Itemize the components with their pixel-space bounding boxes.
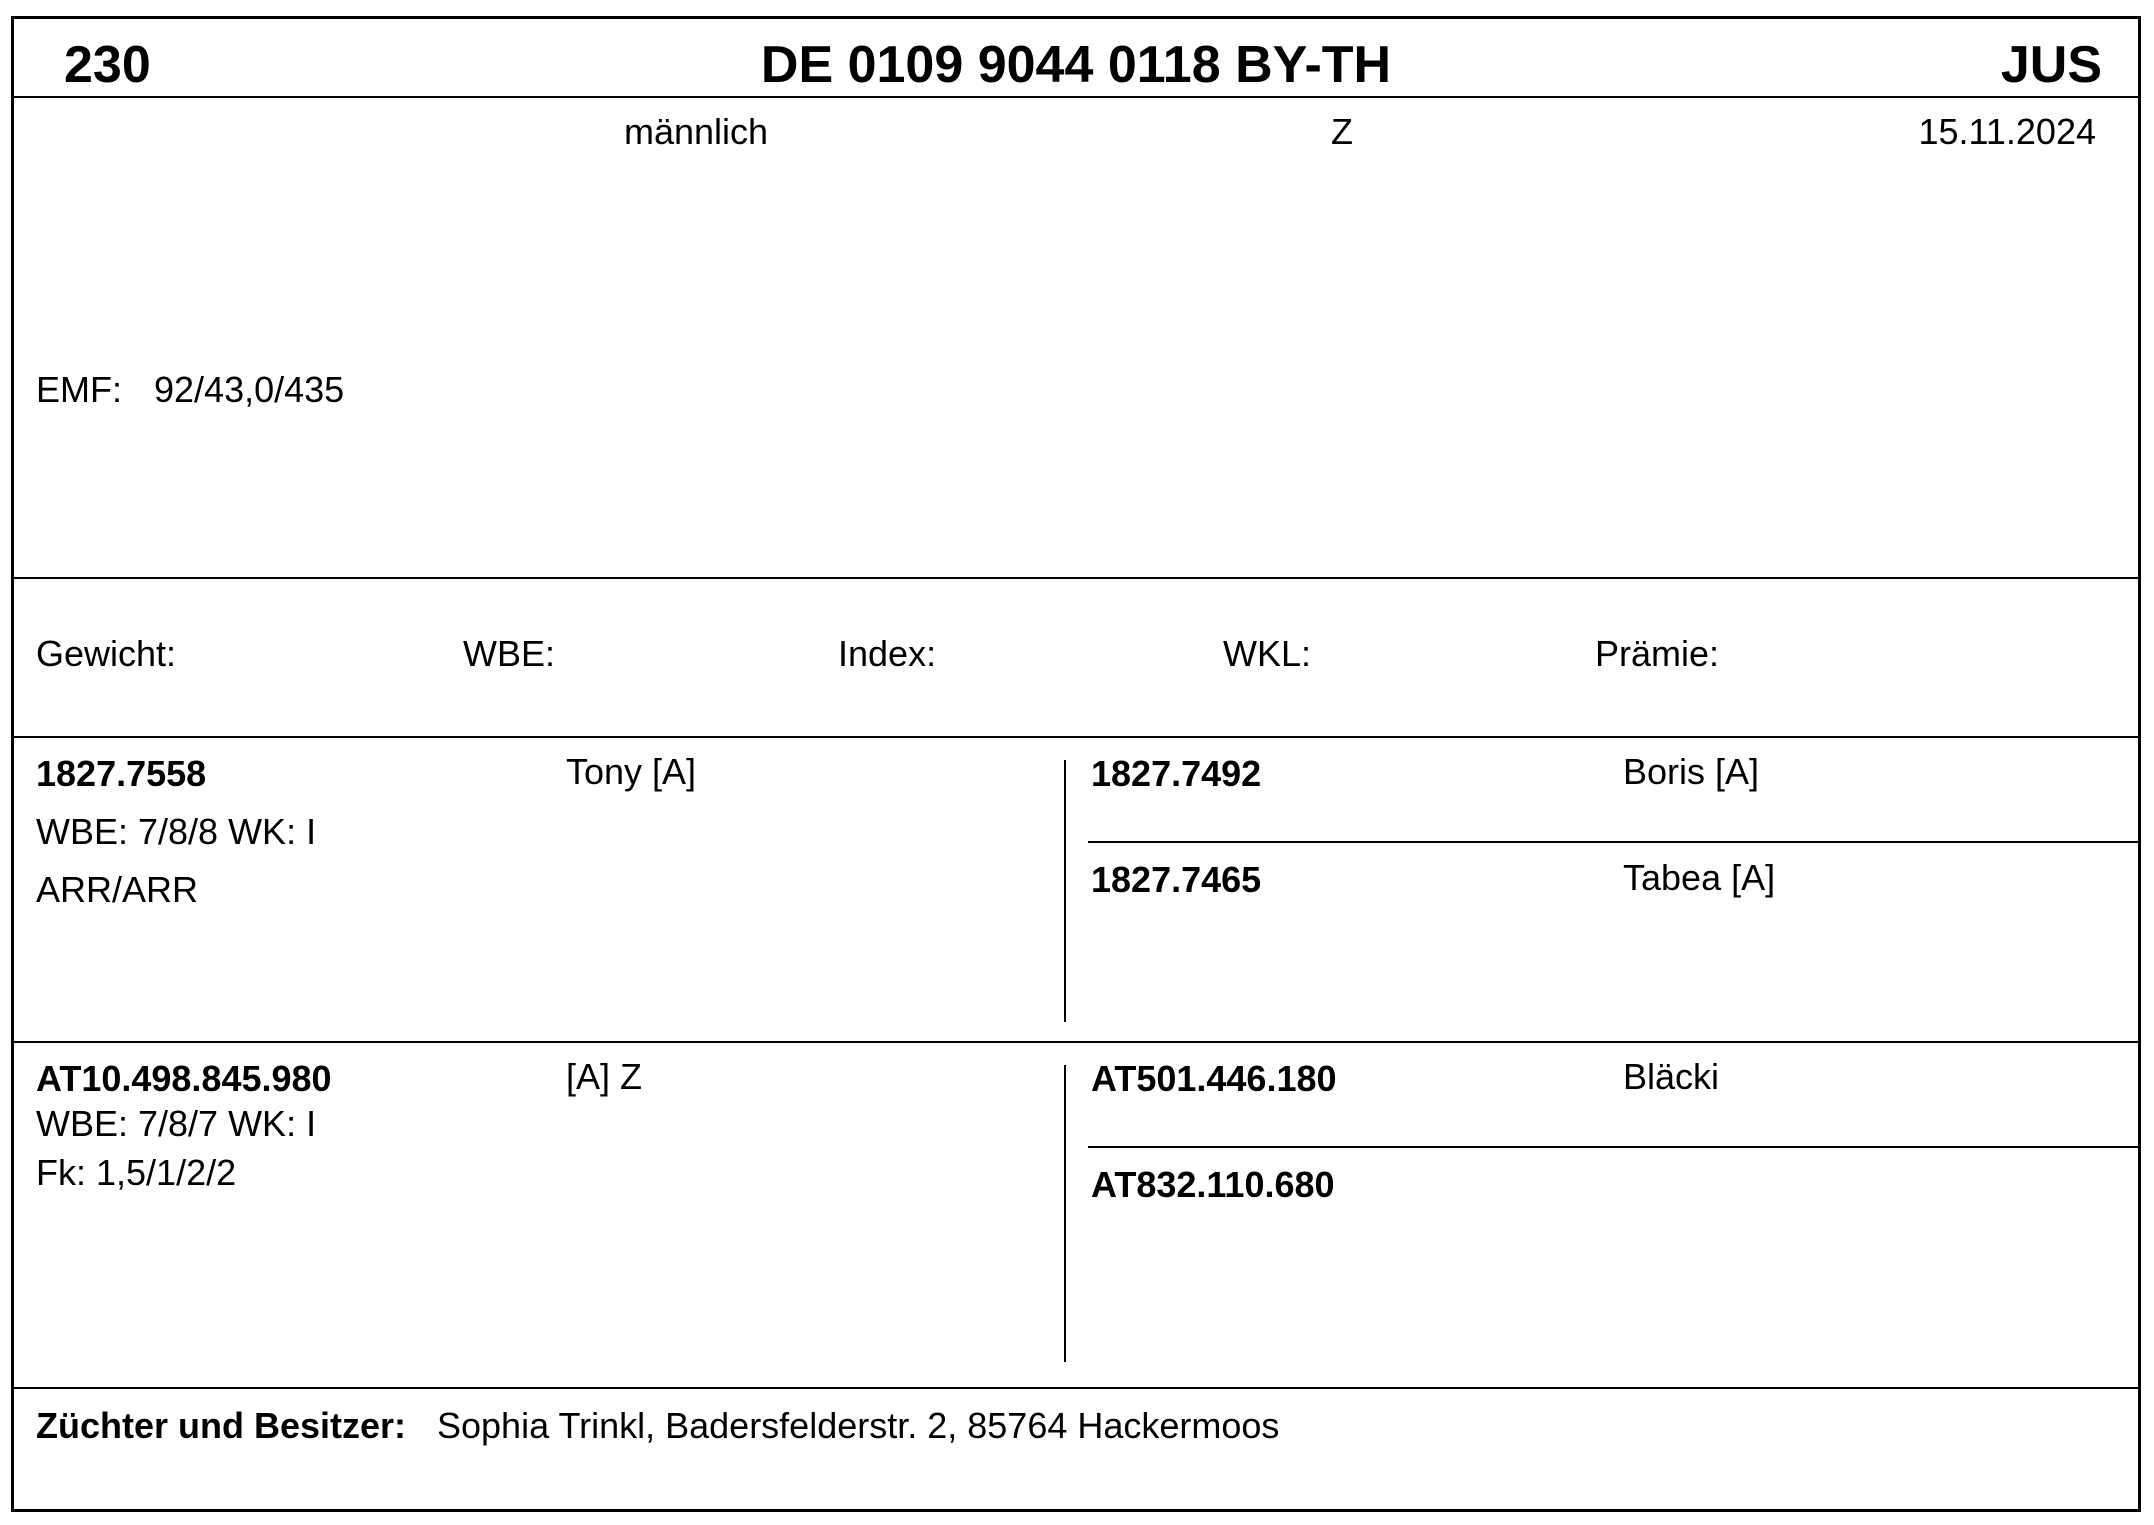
registration-number: DE 0109 9044 0118 BY-TH xyxy=(760,36,1392,94)
category-code: JUS xyxy=(2000,36,2102,94)
dam-wbe: WBE: 7/8/7 WK: I xyxy=(36,1103,317,1144)
divider-header xyxy=(14,96,2138,98)
wbe-label: WBE: xyxy=(463,633,556,674)
dam-dam-id: AT832.110.680 xyxy=(1091,1164,1335,1205)
dam-id: AT10.498.845.980 xyxy=(36,1058,332,1099)
sire-sire-name: Boris [A] xyxy=(1623,751,1760,792)
divider-ratings xyxy=(14,736,2138,738)
divider-dam xyxy=(14,1387,2138,1389)
divider-info xyxy=(14,577,2138,579)
wkl-label: WKL: xyxy=(1223,633,1312,674)
sire-dam-name: Tabea [A] xyxy=(1623,857,1776,898)
animal-record-card xyxy=(11,16,2141,1512)
emf-label: EMF: xyxy=(36,369,122,410)
sire-sire-id: 1827.7492 xyxy=(1091,753,1262,794)
dam-sire-name: Bläcki xyxy=(1623,1056,1720,1097)
mark-value: Z xyxy=(1331,111,1353,152)
sire-id: 1827.7558 xyxy=(36,753,207,794)
divider-dam-parents xyxy=(1088,1146,2138,1148)
divider-sire xyxy=(14,1041,2138,1043)
sire-wbe: WBE: 7/8/8 WK: I xyxy=(36,811,317,852)
divider-sire-parents xyxy=(1088,841,2138,843)
weight-label: Gewicht: xyxy=(36,633,177,674)
sire-dam-id: 1827.7465 xyxy=(1091,859,1262,900)
dam-sire-id: AT501.446.180 xyxy=(1091,1058,1337,1099)
dam-fk: Fk: 1,5/1/2/2 xyxy=(36,1152,237,1193)
breeder-value: Sophia Trinkl, Badersfelderstr. 2, 85764 Hackermoos xyxy=(437,1405,1280,1446)
date-value: 15.11.2024 xyxy=(1918,111,2096,152)
catalog-number: 230 xyxy=(64,36,151,94)
divider-sire-column xyxy=(1064,760,1066,1022)
sire-genotype: ARR/ARR xyxy=(36,869,199,910)
index-label: Index: xyxy=(838,633,937,674)
emf-value: 92/43,0/435 xyxy=(154,369,345,410)
divider-dam-column xyxy=(1064,1065,1066,1362)
premium-label: Prämie: xyxy=(1595,633,1720,674)
sire-name: Tony [A] xyxy=(566,751,697,792)
breeder-label: Züchter und Besitzer: xyxy=(36,1405,407,1446)
dam-name: [A] Z xyxy=(566,1056,643,1097)
sex-value: männlich xyxy=(624,111,769,152)
